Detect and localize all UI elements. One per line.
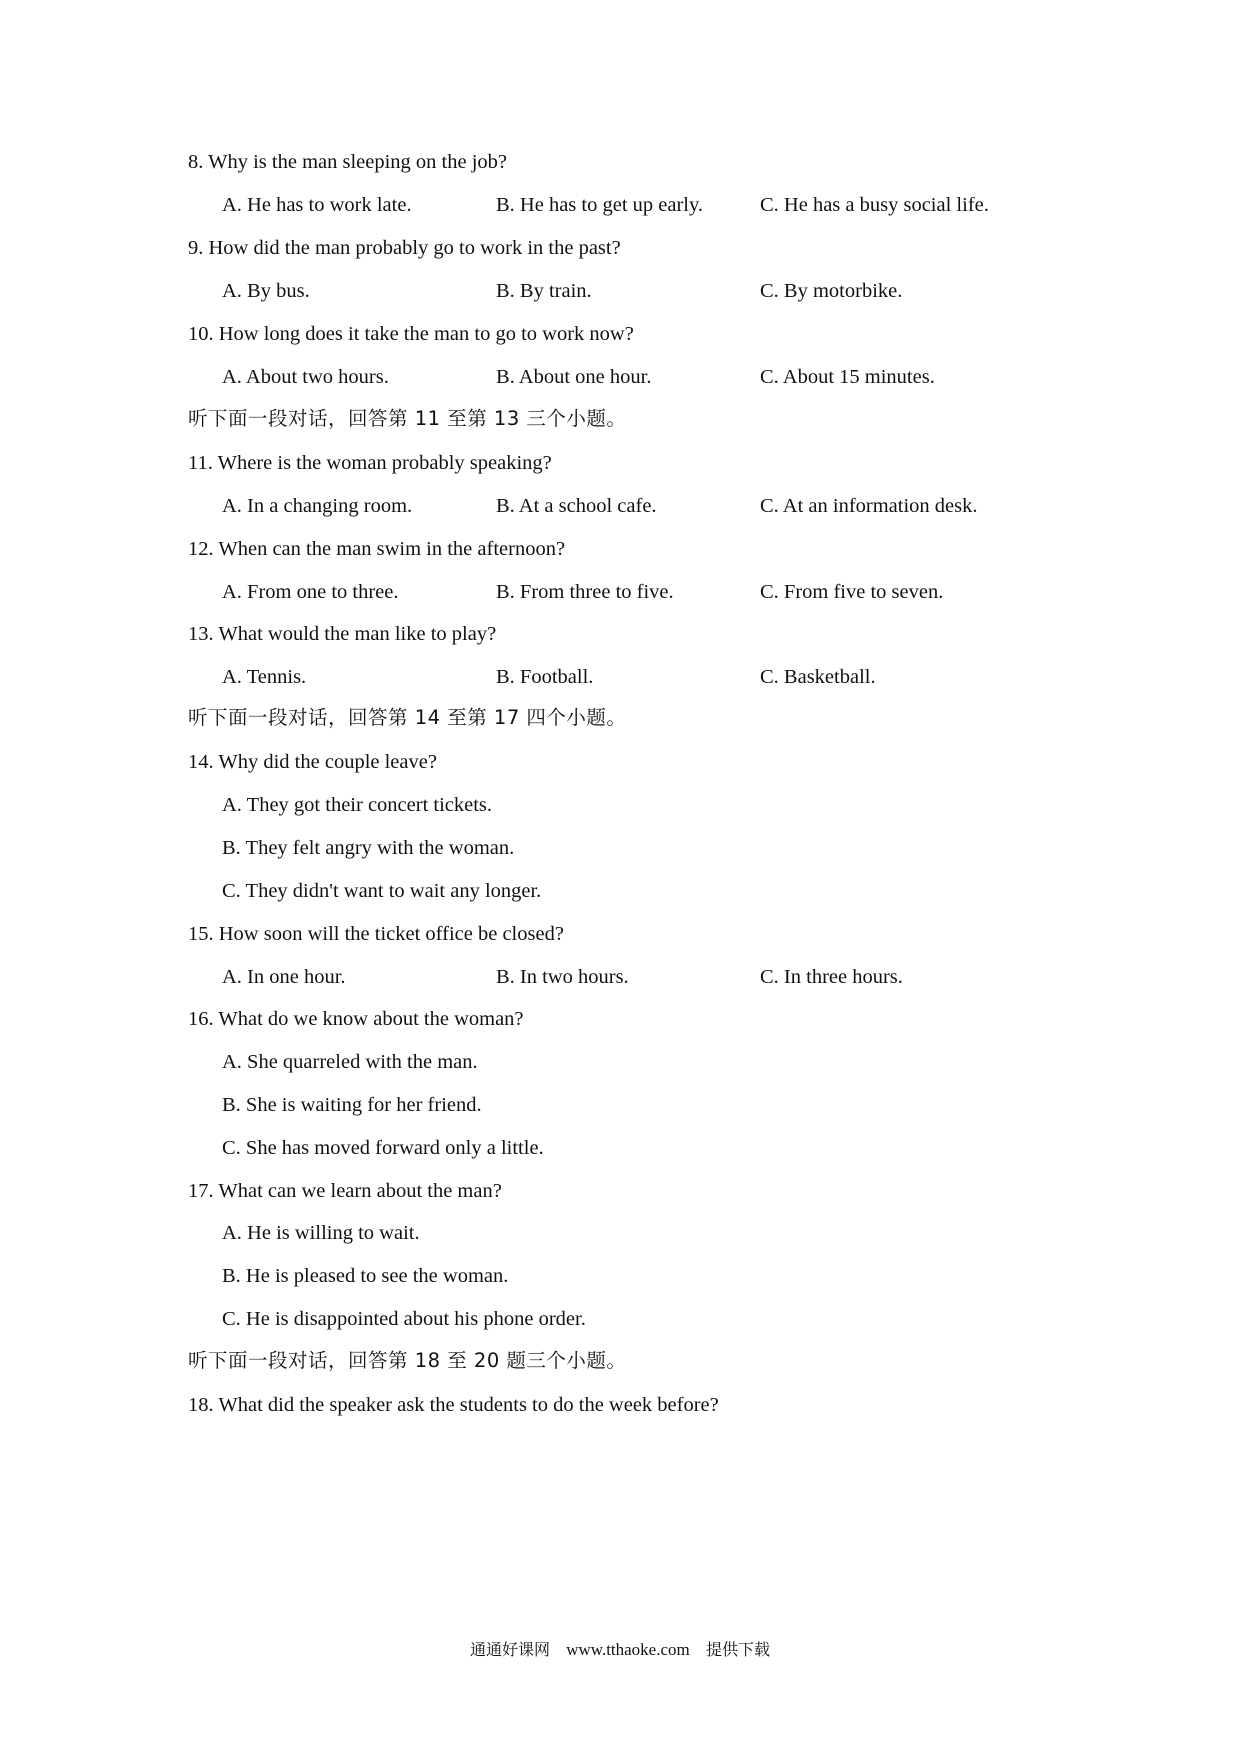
option-15c: C. In three hours. <box>760 966 903 988</box>
footer-site-name: 通通好课网 <box>469 1640 550 1659</box>
question-8: 8. Why is the man sleeping on the job? <box>188 151 508 173</box>
option-10b: B. About one hour. <box>496 366 652 388</box>
option-14b: B. They felt angry with the woman. <box>222 837 515 859</box>
question-9: 9. How did the man probably go to work in the past? <box>188 237 621 259</box>
footer-suffix: 提供下载 <box>706 1640 771 1659</box>
option-8b: B. He has to get up early. <box>496 194 704 216</box>
option-9a: A. By bus. <box>222 280 310 302</box>
option-9b: B. By train. <box>496 280 592 302</box>
option-12c: C. From five to seven. <box>760 581 944 603</box>
question-18: 18. What did the speaker ask the students to do the week before? <box>188 1394 719 1416</box>
option-17a: A. He is willing to wait. <box>222 1222 420 1244</box>
instruction-11-13: 听下面一段对话，回答第 11 至第 13 三个小题。 <box>188 407 627 430</box>
question-16: 16. What do we know about the woman? <box>188 1008 524 1030</box>
option-10c: C. About 15 minutes. <box>760 366 935 388</box>
option-17b: B. He is pleased to see the woman. <box>222 1265 509 1287</box>
option-12a: A. From one to three. <box>222 581 399 603</box>
option-13a: A. Tennis. <box>222 666 307 688</box>
question-17: 17. What can we learn about the man? <box>188 1180 502 1202</box>
instruction-14-17: 听下面一段对话，回答第 14 至第 17 四个小题。 <box>188 706 627 729</box>
question-14: 14. Why did the couple leave? <box>188 751 437 773</box>
option-8a: A. He has to work late. <box>222 194 412 216</box>
option-16a: A. She quarreled with the man. <box>222 1051 478 1073</box>
page-footer <box>0 1638 1240 1662</box>
question-12: 12. When can the man swim in the afternoon? <box>188 538 566 560</box>
option-13b: B. Football. <box>496 666 594 688</box>
option-11a: A. In a changing room. <box>222 495 413 517</box>
option-17c: C. He is disappointed about his phone order. <box>222 1308 586 1330</box>
footer-url[interactable]: www.tthaoke.com <box>566 1640 690 1659</box>
option-11c: C. At an information desk. <box>760 495 978 517</box>
option-11b: B. At a school cafe. <box>496 495 657 517</box>
option-13c: C. Basketball. <box>760 666 876 688</box>
question-13: 13. What would the man like to play? <box>188 623 497 645</box>
option-10a: A. About two hours. <box>222 366 389 388</box>
instruction-18-20: 听下面一段对话，回答第 18 至 20 题三个小题。 <box>188 1349 627 1372</box>
option-14a: A. They got their concert tickets. <box>222 794 493 816</box>
option-15b: B. In two hours. <box>496 966 629 988</box>
option-14c: C. They didn't want to wait any longer. <box>222 880 542 902</box>
question-11: 11. Where is the woman probably speaking? <box>188 452 552 474</box>
option-16c: C. She has moved forward only a little. <box>222 1137 544 1159</box>
question-10: 10. How long does it take the man to go to work now? <box>188 323 634 345</box>
option-15a: A. In one hour. <box>222 966 346 988</box>
option-9c: C. By motorbike. <box>760 280 903 302</box>
option-16b: B. She is waiting for her friend. <box>222 1094 482 1116</box>
option-12b: B. From three to five. <box>496 581 674 603</box>
option-8c: C. He has a busy social life. <box>760 194 989 216</box>
question-15: 15. How soon will the ticket office be closed? <box>188 923 564 945</box>
